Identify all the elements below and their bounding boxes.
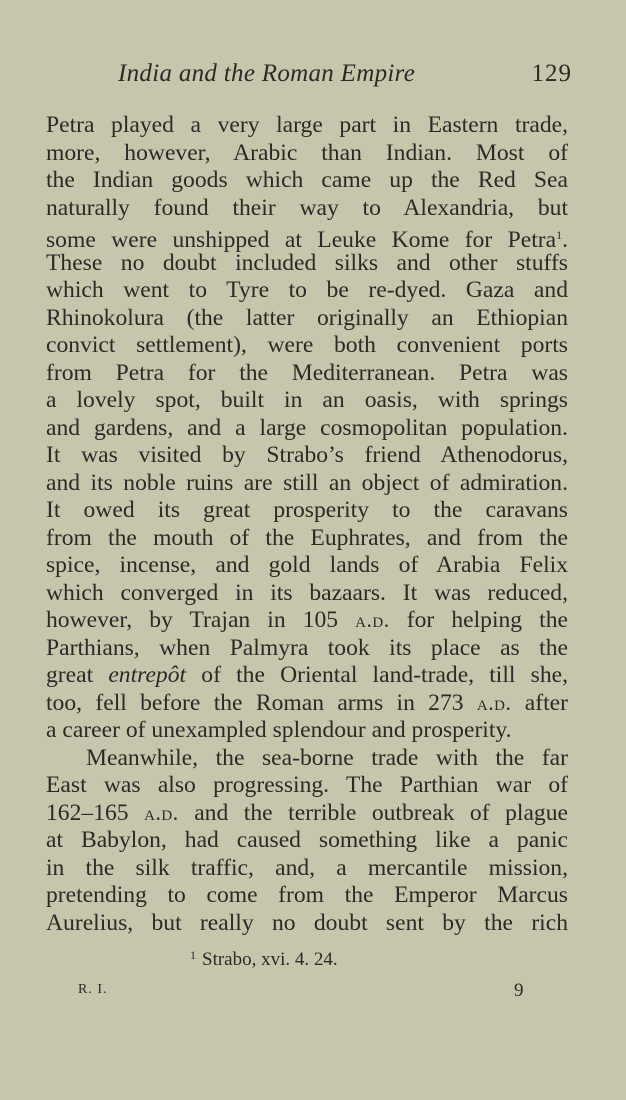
- text-segment: and the terrible outbreak of plague: [194, 799, 568, 826]
- text-segment: for helping the: [406, 607, 568, 633]
- text-line: Meanwhile, the sea-borne trade with the far: [86, 744, 568, 771]
- text-line: naturally found their way to Alexandria, but: [46, 194, 568, 221]
- text-line: pretending to come from the Emperor Marcus: [46, 882, 568, 908]
- text-segment: great: [46, 662, 94, 688]
- text-segment: 162–165: [46, 799, 129, 826]
- text-line: Rhinokolura (the latter originally an Ethiopian: [46, 304, 568, 331]
- text-line: which converged in its bazaars. It was reduced,: [46, 579, 568, 606]
- era-abbreviation: a.d.: [144, 800, 179, 825]
- text-line: and its noble ruins are still an object of admiration.: [46, 469, 568, 496]
- text-line: in the silk traffic, and, a mercantile mission,: [46, 854, 568, 881]
- text-line: These no doubt included silks and other stuffs: [46, 249, 568, 276]
- text-line: from Petra for the Mediterranean. Petra was: [46, 359, 568, 386]
- era-abbreviation: a.d.: [476, 690, 512, 715]
- era-abbreviation: a.d.: [355, 608, 390, 632]
- text-line: spice, incense, and gold lands of Arabia Felix: [46, 552, 568, 578]
- text-line: It owed its great prosperity to the caravans: [46, 497, 568, 523]
- text-line: Aurelius, but really no doubt sent by the rich: [46, 909, 568, 936]
- italic-term: entrepôt: [108, 662, 187, 688]
- text-line: East was also progressing. The Parthian war of: [46, 772, 568, 798]
- text-line: [46, 607, 568, 635]
- text-line: a career of unexampled splendour and prosperity.: [46, 717, 512, 743]
- body-text: [46, 112, 568, 937]
- text-line: more, however, Arabic than Indian. Most of: [46, 139, 568, 166]
- text-line: a lovely spot, built in an oasis, with springs: [46, 387, 568, 413]
- gathering-number: 9: [514, 980, 524, 1001]
- footnote-text: Strabo, xvi. 4. 24.: [202, 949, 338, 970]
- text-line: at Babylon, had caused something like a panic: [46, 827, 568, 853]
- text-line: the Indian goods which came up the Red Sea: [46, 167, 568, 193]
- running-title: India and the Roman Empire: [118, 60, 416, 87]
- text-line: which went to Tyre to be re-dyed. Gaza and: [46, 277, 568, 303]
- text-line: [46, 800, 568, 828]
- text-segment: some were unshipped at Leuke Kome for Petra: [46, 227, 557, 253]
- text-segment: however, by Trajan in 105: [46, 607, 339, 633]
- signature-mark: R. I.: [78, 982, 108, 997]
- running-head: [118, 60, 578, 96]
- text-line: from the mouth of the Euphrates, and from the: [46, 524, 568, 551]
- text-line: [46, 662, 568, 690]
- footnote-reference: 1: [556, 228, 563, 242]
- text-line: Petra played a very large part in Eastern trade,: [46, 112, 568, 138]
- text-line: It was visited by Strabo’s friend Athenodorus,: [46, 442, 568, 468]
- footnote: [190, 948, 338, 971]
- text-line: [46, 222, 568, 253]
- text-segment: of the Oriental land-trade, till she,: [201, 662, 568, 688]
- footnote-marker: 1: [190, 948, 196, 962]
- text-segment: after: [524, 689, 568, 716]
- text-line: convict settlement), were both convenient ports: [46, 332, 568, 358]
- page-number: 129: [531, 60, 572, 87]
- text-line: Parthians, when Palmyra took its place as the: [46, 634, 568, 661]
- text-line: [46, 690, 568, 718]
- text-segment: too, fell before the Roman arms in 273: [46, 689, 464, 716]
- text-line: and gardens, and a large cosmopolitan population.: [46, 414, 568, 441]
- text-segment: .: [562, 227, 568, 253]
